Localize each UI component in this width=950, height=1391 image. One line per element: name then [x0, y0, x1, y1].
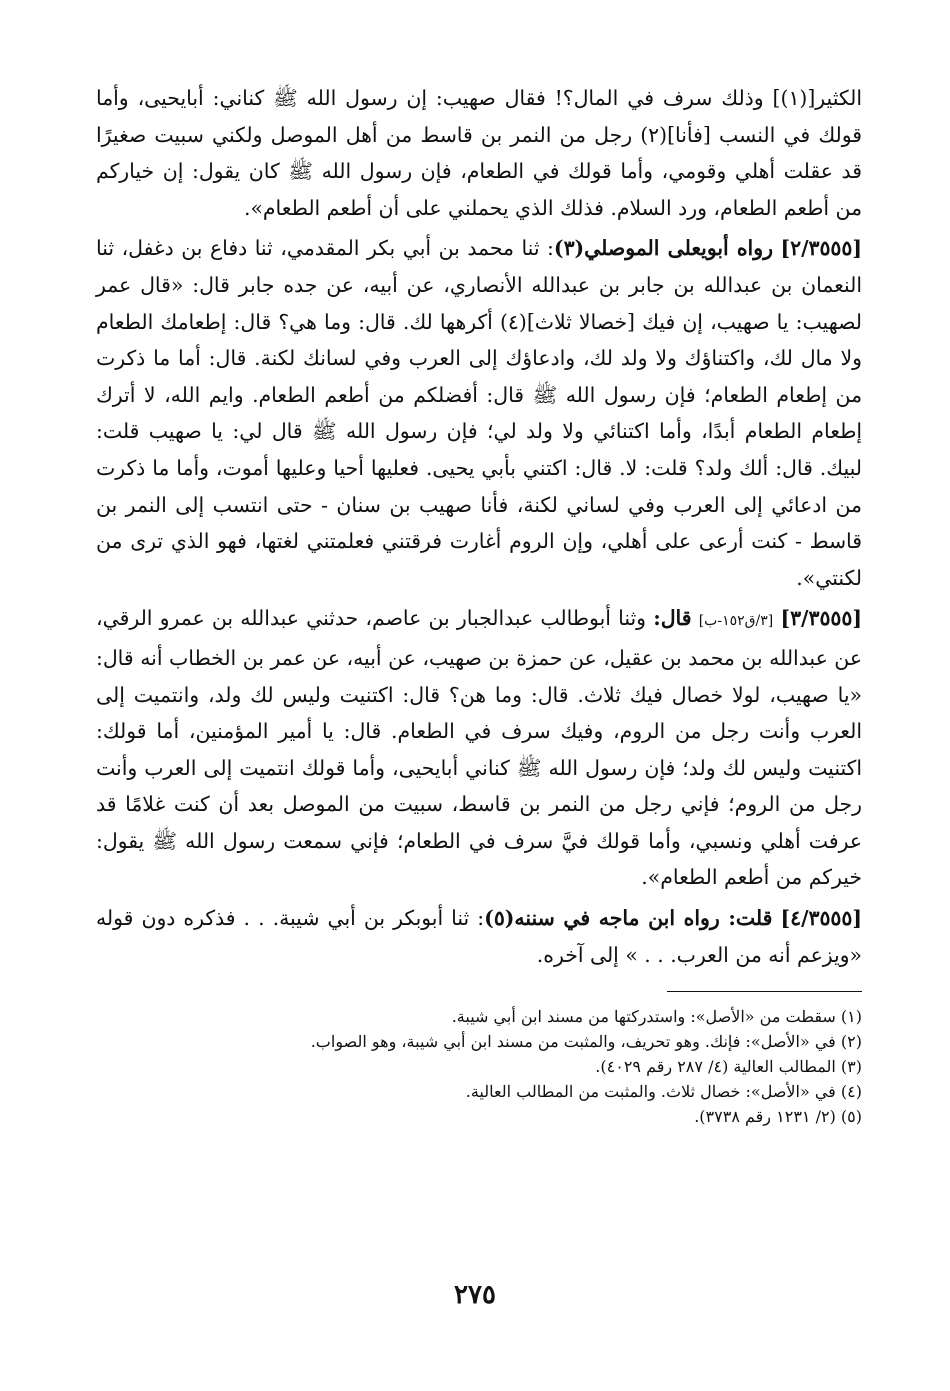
paragraph-text: وثنا أبوطالب عبدالجبار بن عاصم، حدثني عبدالله بن عمرو الرقي، عن عبدالله بن محمد بن عقيل، عن حمزة بن صهيب، عن أبيه، عن عمر بن الخطاب أنه قال: «يا صهيب، لولا خصال فيك ثلاث. قال: وما هن؟ قال: اكتنيت وليس لك ولد، وانتميت إلى العرب وأنت رجل من الروم، وفيك سرف في الطعام. قال: يا أمير المؤمنين، أما قولك: اكتنيت وليس لك ولد؛ فإن رسول الله ﷺ كناني أبايحيى، وأما قولك انتميت إلى العرب وأنت رجل من الروم؛ فإني رجل من النمر بن قاسط، سبيت من الموصل بعد أن كنت غلامًا قد عرفت أهلي ونسبي، وأما قولك فيَّ سرف في الطعام؛ فإني سمعت رسول الله ﷺ يقول: خيركم من أطعم الطعام».	[96, 606, 862, 890]
hadith-number: [٣/٣٥٥٥]	[780, 606, 862, 631]
source-reference: قال:	[653, 606, 692, 631]
hadith-number: [٤/٣٥٥٥]	[780, 906, 862, 931]
page-number: ٢٧٥	[454, 1280, 496, 1310]
footnote-divider	[667, 991, 862, 992]
paragraph-text: الكثير[(١)] وذلك سرف في المال؟! فقال صهيب: إن رسول الله ﷺ كناني: أبايحيى، وأما قولك في النسب [فأنا](٢) رجل من النمر بن قاسط من أهل الموصل ولكني سبيت صغيرًا قد عقلت أهلي وقومي، وأما قولك في الطعام، فإن رسول الله ﷺ كان يقول: إن خياركم من أطعم الطعام، ورد السلام. فذلك الذي يحملني على أن أطعم الطعام».	[96, 86, 863, 220]
paragraph-1	[96, 80, 862, 226]
paragraph-3	[96, 600, 862, 896]
footnote: (٣) المطالب العالية (٤/ ٢٨٧ رقم ٤٠٢٩).	[595, 1057, 862, 1077]
paragraph-text: : ثنا محمد بن أبي بكر المقدمي، ثنا دفاع بن دغفل، ثنا النعمان بن عبدالله بن جابر بن عبدالله الأنصاري، عن أبيه، عن جده جابر قال: «قال عمر لصهيب: يا صهيب، إن فيك [خصالا ثلاث](٤) أكرهها لك. قال: وما هي؟ قال: إطعامك الطعام ولا مال لك، واكتناؤك ولا ولد لك، وادعاؤك إلى العرب وفي لسانك لكنة. قال: أما ما ذكرت من إطعام الطعام؛ فإن رسول الله ﷺ قال: أفضلكم من أطعم الطعام. وايم الله، لا أترك إطعام الطعام أبدًا، وأما اكتنائي ولا ولد لي؛ فإن رسول الله ﷺ قال لي: يا صهيب قلت: لبيك. قال: ألك ولد؟ قلت: لا. قال: اكتني بأبي يحيى. فعليها أحيا وعليها أموت، وأما ما ذكرت من ادعائي إلى العرب وفي لساني لكنة، فأنا صهيب بن سنان - حتى انتسب إلى النمر بن قاسط - كنت أرعى على أهلي، وإن الروم أغارت فرقتني فعلمتني لغتها، فهو الذي ترى من لكنتي».	[96, 236, 862, 590]
manuscript-folio: [٣/ق١٥٢-ب]	[698, 613, 774, 630]
footnote: (٤) في «الأصل»: خصال ثلاث. والمثبت من المطالب العالية.	[465, 1082, 862, 1102]
paragraph-2	[96, 230, 862, 596]
footnote: (٢) في «الأصل»: فإنك. وهو تحريف، والمثبت من مسند ابن أبي شيبة، وهو الصواب.	[310, 1032, 862, 1052]
source-reference: قلت: رواه ابن ماجه في سننه(٥)	[484, 906, 773, 931]
paragraph-text: : ثنا أبوبكر بن أبي شيبة. . . فذكره دون قوله «ويزعم أنه من العرب. . . » إلى آخره.	[96, 906, 862, 967]
paragraph-4	[96, 900, 862, 973]
footnote: (١) سقطت من «الأصل»: واستدركتها من مسند ابن أبي شيبة.	[451, 1007, 862, 1027]
footnotes	[96, 1004, 862, 1129]
footnote: (٥) (٢/ ١٢٣١ رقم ٣٧٣٨).	[694, 1107, 862, 1127]
hadith-number: [٢/٣٥٥٥]	[780, 236, 862, 261]
main-text	[96, 80, 862, 973]
source-reference: رواه أبويعلى الموصلي(٣)	[553, 236, 773, 261]
